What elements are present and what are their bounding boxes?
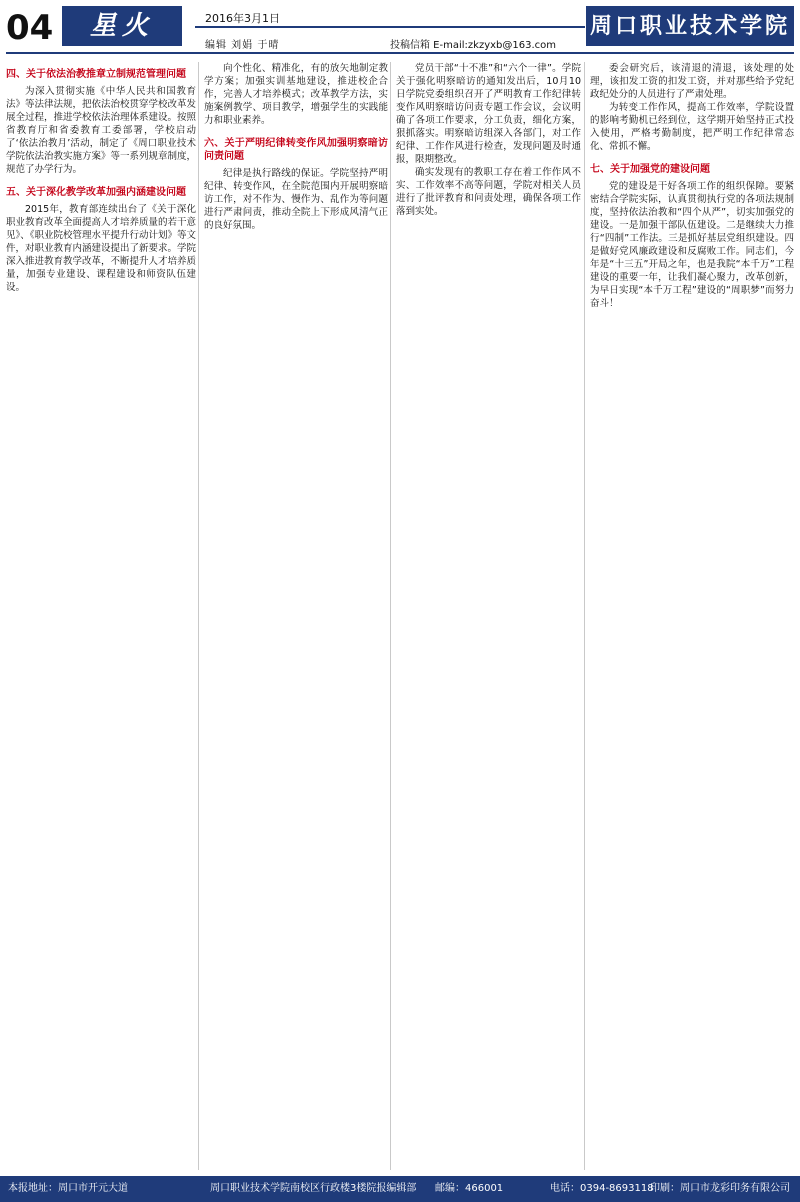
column-3 xyxy=(396,62,581,1170)
section-heading: 四、关于依法治教推章立制规范管理问题 xyxy=(6,69,186,80)
editors: 编辑 刘娟 于晴 xyxy=(205,40,280,51)
masthead xyxy=(0,0,800,58)
footer-bar xyxy=(0,1176,800,1202)
paragraph: 为深入贯彻实施《中华人民共和国教育法》等法律法规，把依法治校贯穿学校改革发展全过程，推进学校依法治理体系建设。按照省教育厅和省委教育工委部署，学校启动了‘依法治教月’活动，制定了《周口职业技术学院依法治教实施方案》等一系列规章制度，规范了办学行为。 xyxy=(6,86,196,175)
paragraph: 党员干部“十不准”和“六个一律”。学院关于强化明察暗访的通知发出后，10月10日学院党委组织召开了严明教育工作纪律转变作风明察暗访问责专题工作会议，会议明确了各项工作要求，分工负责，细化方案，狠抓落实。明察暗访组深入各部门，对工作纪律、工作作风进行检查，发现问题及时通报，限期整改。 xyxy=(396,63,581,165)
paragraph: 向个性化、精准化，有的放矢地制定教学方案；加强实训基地建设，推进校企合作，完善人才培养模式；改革教学方法，实施案例教学、项目教学，增强学生的实践能力和职业素养。 xyxy=(204,63,388,126)
paragraph: 党的建设是干好各项工作的组织保障。要紧密结合学院实际，认真贯彻执行党的各项法规制度，坚持依法治教和“四个从严”，切实加强党的建设。一是加强干部队伍建设。二是继续大力推行“四制”工作法。三是抓好基层党组织建设。四是做好党风廉政建设和反腐败工作。同志们，今年是“十三五”开局之年，也是我院“本千万”工程建设的重要一年，让我们凝心聚力，改革创新，为早日实现“本千万工程”建设的“周职梦”而努力奋斗！ xyxy=(590,181,794,309)
footer-address: 本报地址：周口市开元大道 xyxy=(8,1183,128,1194)
column-4 xyxy=(590,62,794,1170)
school-name: 周口职业技术学院 xyxy=(586,6,794,46)
section-title: 星火 xyxy=(62,6,182,46)
section-heading: 六、关于严明纪律转变作风加强明察暗访问责问题 xyxy=(204,138,388,162)
footer-org: 周口职业技术学院南校区行政楼3楼院报编辑部 xyxy=(210,1183,417,1194)
column-2 xyxy=(204,62,388,1170)
paragraph: 委会研究后，该清退的清退，该处理的处理，该扣发工资的扣发工资，并对那些给予党纪政纪处分的人员进行了严肃处理。 xyxy=(590,63,794,100)
section-heading: 七、关于加强党的建设问题 xyxy=(590,164,710,175)
header-divider xyxy=(195,26,585,28)
footer-phone: 电话：0394-8693118 xyxy=(550,1183,654,1194)
paragraph: 2015年，教育部连续出台了《关于深化职业教育改革全面提高人才培养质量的若干意见》、《职业院校管理水平提升行动计划》等文件，对职业教育内涵建设提出了新要求。学院深入推进教育教学改革，不断提升人才培养质量，加强专业建设、课程建设和师资队伍建设。 xyxy=(6,204,196,293)
column-1 xyxy=(6,62,196,1170)
paragraph: 纪律是执行路线的保证。学院坚持严明纪律、转变作风，在全院范围内开展明察暗访工作，对不作为、慢作为、乱作为等问题进行严肃问责，推动全院上下形成风清气正的良好氛围。 xyxy=(204,168,388,231)
footer-printer: 印刷：周口市龙彩印务有限公司 xyxy=(650,1183,790,1194)
section-heading: 五、关于深化教学改革加强内涵建设问题 xyxy=(6,187,186,198)
page-number: 04 xyxy=(6,8,54,48)
issue-date: 2016年3月1日 xyxy=(205,12,280,25)
paragraph: 确实发现有的教职工存在着工作作风不实、工作效率不高等问题，学院对相关人员进行了批评教育和问责处理，确保各项工作落到实处。 xyxy=(396,167,581,217)
header-rule xyxy=(6,52,794,54)
article-columns xyxy=(6,62,794,1170)
submission-email: 投稿信箱 E-mail:zkzyxb@163.com xyxy=(390,40,556,51)
paragraph: 为转变工作作风，提高工作效率，学院设置的影响考勤机已经到位，这学期开始坚持正式投入使用，严格考勤制度，把严明工作纪律常态化、常抓不懈。 xyxy=(590,102,794,152)
footer-postcode: 邮编：466001 xyxy=(435,1183,504,1194)
